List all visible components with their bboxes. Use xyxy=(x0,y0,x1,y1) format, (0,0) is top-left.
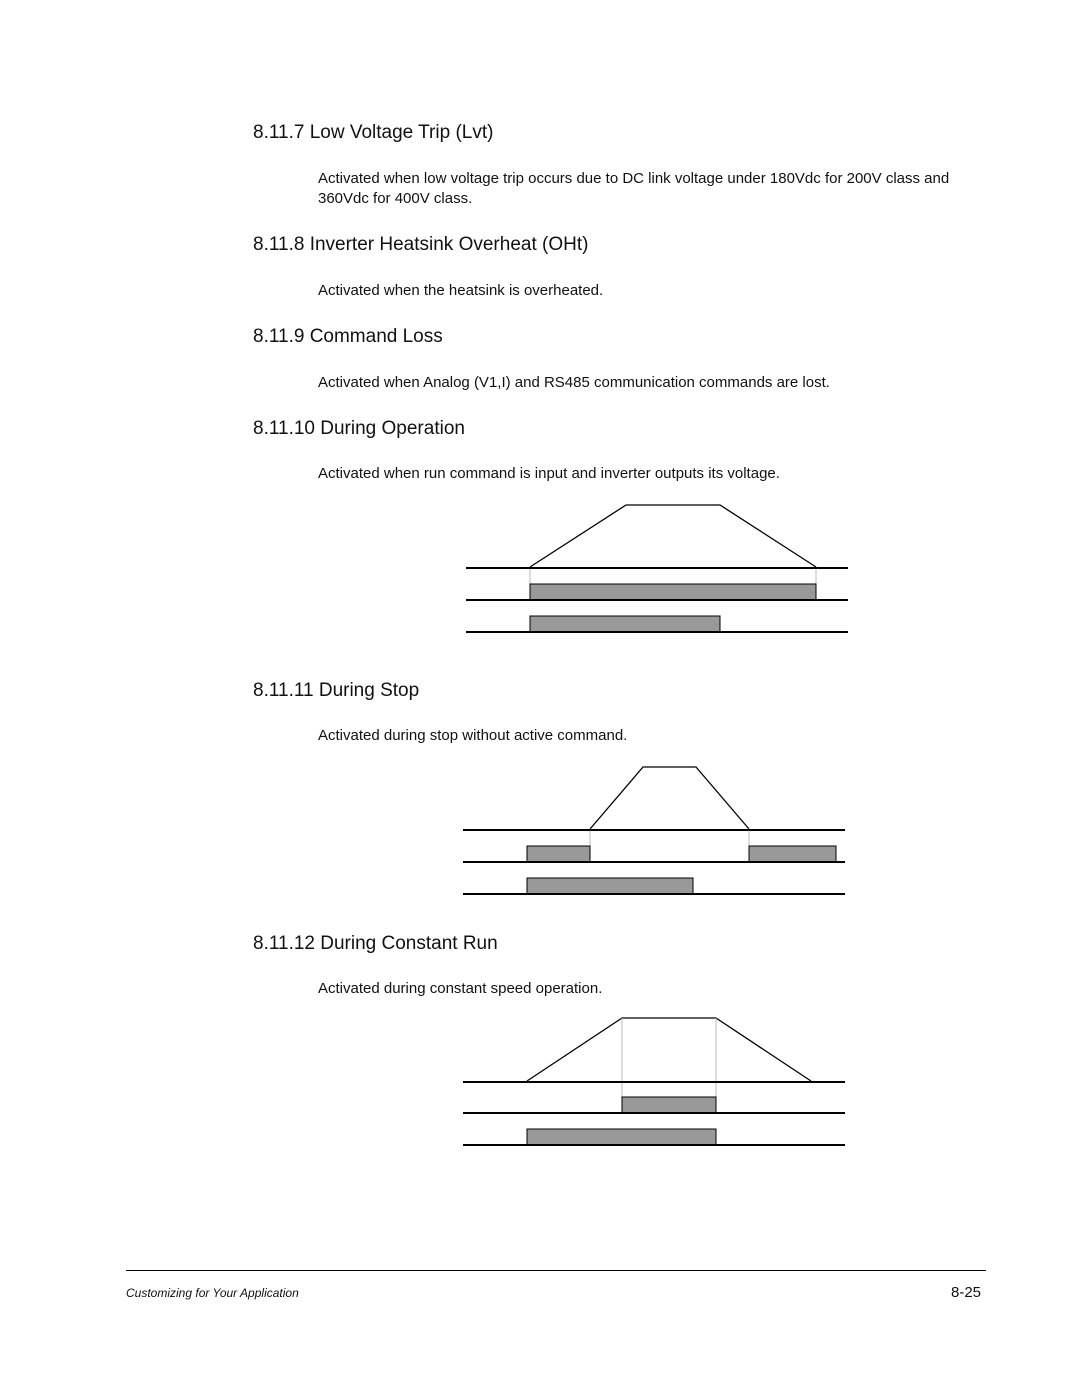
heading-command-loss: 8.11.9 Command Loss xyxy=(253,326,443,347)
para-low-voltage-trip: Activated when low voltage trip occurs due to DC link voltage under 180Vdc for 200V class and 360Vdc for 400V class. xyxy=(318,170,950,207)
para-heatsink-overheat: Activated when the heatsink is overheated. xyxy=(318,282,604,299)
diagram-during-stop xyxy=(463,767,845,894)
para-command-loss: Activated when Analog (V1,I) and RS485 communication commands are lost. xyxy=(318,374,830,391)
para-during-stop: Activated during stop without active command. xyxy=(318,727,628,744)
output-frequency-trace xyxy=(530,505,816,567)
run-command-pulse xyxy=(527,1129,716,1145)
diagram-during-operation xyxy=(466,505,848,632)
page-number: 8-25 xyxy=(951,1284,982,1301)
output-signal-pulse xyxy=(622,1097,716,1113)
output-frequency-trace xyxy=(527,1018,811,1081)
run-command-pulse xyxy=(527,878,693,894)
para-during-constant-run: Activated during constant speed operation. xyxy=(318,980,603,997)
heading-during-constant-run: 8.11.12 During Constant Run xyxy=(253,933,498,954)
heading-during-operation: 8.11.10 During Operation xyxy=(253,418,465,439)
para-during-operation: Activated when run command is input and inverter outputs its voltage. xyxy=(318,465,780,482)
output-frequency-trace xyxy=(590,767,749,829)
footer-chapter-title: Customizing for Your Application xyxy=(126,1286,299,1300)
heading-during-stop: 8.11.11 During Stop xyxy=(253,680,420,701)
heading-low-voltage-trip: 8.11.7 Low Voltage Trip (Lvt) xyxy=(253,122,494,143)
footer-divider xyxy=(126,1270,986,1271)
output-signal-pulse xyxy=(749,846,836,862)
output-signal-pulse xyxy=(527,846,590,862)
output-signal-pulse xyxy=(530,584,816,600)
diagram-during-constant-run xyxy=(463,1018,845,1145)
heading-heatsink-overheat: 8.11.8 Inverter Heatsink Overheat (OHt) xyxy=(253,234,589,255)
run-command-pulse xyxy=(530,616,720,632)
